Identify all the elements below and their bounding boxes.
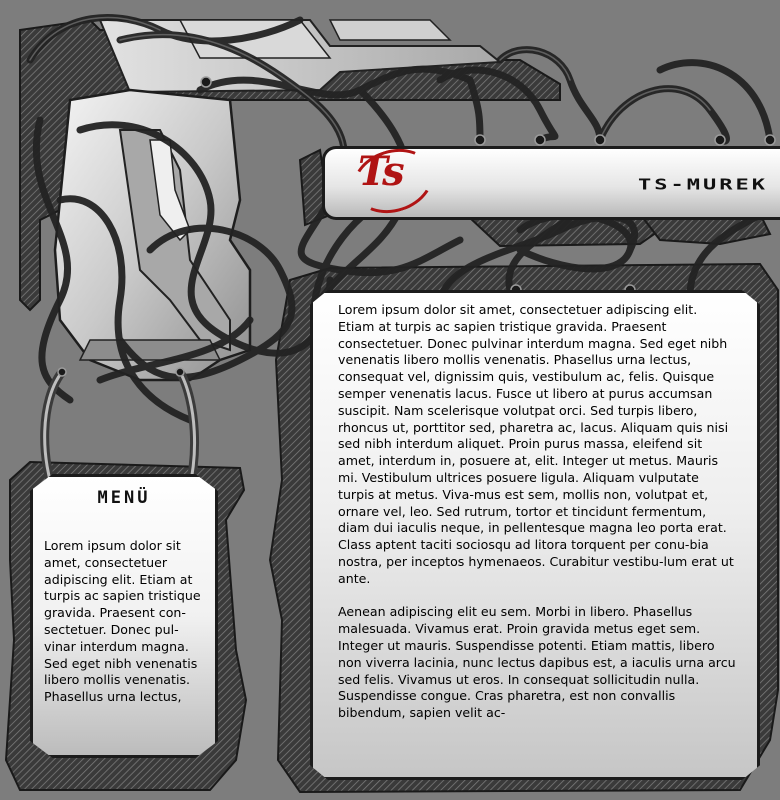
menu-text: Lorem ipsum dolor sit amet, consectetuer adipiscing elit. Etiam at turpis ac sapien tristique gravida. Praesent con-sectetuer. Donec pul-vinar interdum magna. Sed eget nibh venenatis libero mollis venenatis. Phasellus urna lectus, (44, 538, 201, 705)
site-logo[interactable]: Ts (358, 148, 403, 195)
content-paragraph: Lorem ipsum dolor sit amet, consectetuer adipiscing elit. Etiam at turpis ac sapien tristique gravida. Praesent consectetuer. Donec pulvinar interdum magna. Sed eget nibh venenatis libero mollis venenatis. Phasellus urna lectus, consequat vel, dignissim quis, vestibulum ac, felis. Quisque semper venenatis lacus. Fusce ut libero at purus accumsan suscipit. Nam scelerisque volutpat orci. Sed turpis libero, rhoncus ut, porttitor sed, pharetra ac, lacus. Aliquam quis nisi sed nibh interdum aliquet. Proin purus massa, eleifend sit amet, interdum in, posuere at, elit. Integer ut metus. Mauris mi. Vestibulum ultrices posuere ligula. Aliquam vulputate turpis at metus. Viva-mus est sem, mollis non, volutpat et, ornare vel, leo. Sed rutrum, tortor et tincidunt fermentum, diam dui iaculis neque, in pellentesque magna leo porta erat. Class aptent taciti sociosqu ad litora torquent per conu-bia nostra, per inceptos hymenaeos. Curabitur vestibu-lum erat ut ante. (338, 302, 734, 586)
menu-title: MENÜ (97, 488, 151, 508)
site-title: TS-MUREK (638, 176, 768, 194)
content-paragraph: Aenean adipiscing elit eu sem. Morbi in libero. Phasellus malesuada. Vivamus erat. Proin gravida metus eget sem. Integer ut mauris. Suspendisse potenti. Etiam mattis, libero non viverra lacinia, nunc lectus dapibus est, a iaculis urna arcu sed felis. Vivamus ut eros. In consequat sollicitudin nulla. Suspendisse congue. Cras pharetra, est non convallis bibendum, sapien velit ac- (338, 604, 736, 721)
content-text (338, 302, 736, 739)
